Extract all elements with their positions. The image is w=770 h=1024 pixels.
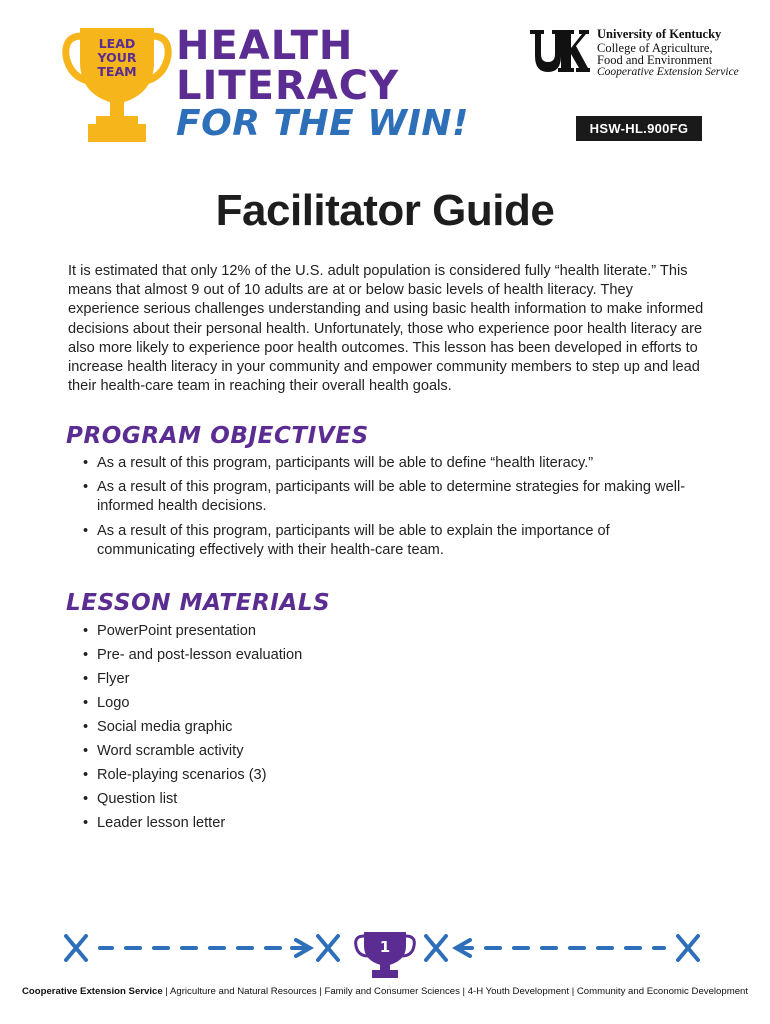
objectives-list	[83, 454, 703, 565]
x-mark-icon	[426, 936, 446, 960]
university-name: University of Kentucky	[597, 27, 722, 41]
trophy-icon	[356, 932, 415, 978]
list-item: • PowerPoint presentation	[83, 622, 483, 641]
list-item: • Leader lesson letter	[83, 814, 483, 833]
trophy-text-line2: YOUR	[97, 50, 137, 65]
list-item: • Pre- and post-lesson evaluation	[83, 646, 483, 665]
trophy-number: 1	[379, 938, 391, 956]
trophy-logo-icon	[62, 22, 172, 146]
footer-departments	[0, 986, 770, 997]
publication-code-badge: HSW-HL.900FG	[576, 116, 702, 141]
footer-rest: | Agriculture and Natural Resources | Family and Consumer Sciences | 4-H Youth Development | Community and Economic Development	[162, 986, 749, 997]
list-item: • Role-playing scenarios (3)	[83, 766, 483, 785]
list-item: • Logo	[83, 694, 483, 713]
college-name-line2: Food and Environment	[597, 53, 713, 67]
intro-paragraph: It is estimated that only 12% of the U.S. adult population is considered fully “health literate.” This means that almost 9 out of 10 adults are at or below basic levels of health literacy. They experience serious challenges understanding and using basic health information to make informed decisions about their personal health. Unfortunately, those who experience poor health literacy are also more likely to experience poor health outcomes. This lesson has been developed in efforts to increase health literacy in your community and empower community members to step up and lead their health-care team in reaching their overall health goals.	[68, 263, 704, 395]
list-item: • As a result of this program, participants will be able to define “health literacy.”	[83, 454, 703, 473]
x-mark-icon	[318, 936, 338, 960]
objectives-heading: PROGRAM OBJECTIVES	[66, 423, 369, 449]
trophy-text-line1: LEAD	[98, 36, 136, 51]
logo-for-the-win: FOR THE WIN!	[176, 103, 469, 144]
materials-list	[83, 622, 483, 838]
list-item: • As a result of this program, participants will be able to determine strategies for making well-informed health decisions.	[83, 478, 703, 516]
logo-health: HEALTH	[176, 23, 354, 69]
footer-play-diagram	[60, 924, 710, 980]
college-name-line1: College of Agriculture,	[597, 41, 713, 55]
trophy-text-line3: TEAM	[97, 64, 137, 79]
list-item: • Flyer	[83, 670, 483, 689]
x-mark-icon	[66, 936, 86, 960]
page-title: Facilitator Guide	[215, 186, 555, 235]
list-item: • As a result of this program, participants will be able to explain the importance of communicating effectively with their health-care team.	[83, 522, 703, 560]
list-item: • Word scramble activity	[83, 742, 483, 761]
uk-logo-icon	[528, 28, 590, 74]
list-item: • Social media graphic	[83, 718, 483, 737]
extension-service-name: Cooperative Extension Service	[597, 66, 739, 78]
list-item: • Question list	[83, 790, 483, 809]
materials-heading: LESSON MATERIALS	[66, 590, 331, 616]
footer-lead: Cooperative Extension Service	[21, 986, 163, 997]
logo-literacy: LITERACY	[176, 63, 400, 109]
x-mark-icon	[678, 936, 698, 960]
